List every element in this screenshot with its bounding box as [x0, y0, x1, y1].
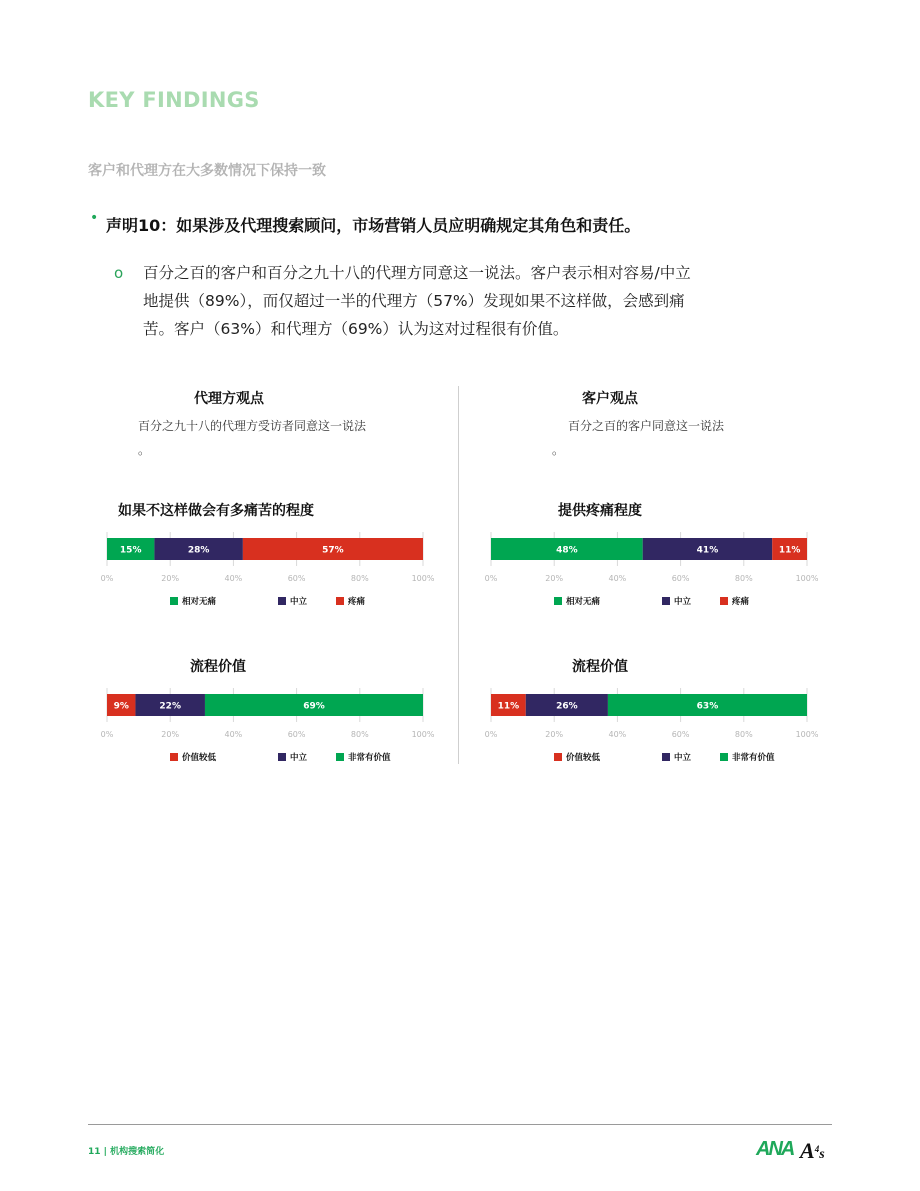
- legend-label: 中立: [674, 597, 692, 607]
- legend-swatch: [278, 753, 286, 761]
- legend-swatch: [554, 753, 562, 761]
- chart-title-client-value: 流程价值: [572, 659, 628, 675]
- data-label: 41%: [696, 545, 719, 556]
- chart-agency-pain: [100, 530, 440, 620]
- tick-label: 60%: [287, 574, 306, 583]
- legend-swatch: [554, 597, 562, 605]
- left-panel-description: [138, 414, 408, 462]
- tick-label: 40%: [608, 730, 627, 739]
- data-label: 11%: [497, 701, 520, 712]
- tick-label: 0%: [484, 574, 498, 583]
- footer-rule: [88, 1124, 832, 1125]
- data-label: 63%: [696, 701, 719, 712]
- legend-swatch: [662, 753, 670, 761]
- body-line: 苦。客户（63%）和代理方（69%）认为这对过程很有价值。: [143, 320, 569, 338]
- chart-client-value: [484, 686, 824, 776]
- bullet-dot-icon: •: [90, 210, 99, 226]
- body-line: 地提供（89%），而仅超过一半的代理方（57%）发现如果不这样做，会感到痛: [143, 292, 685, 310]
- legend-swatch: [336, 597, 344, 605]
- statement-text: 声明10：如果涉及代理搜索顾问，市场营销人员应明确规定其角色和责任。: [106, 216, 641, 235]
- legend-swatch: [170, 597, 178, 605]
- legend-label: 非常有价值: [348, 753, 391, 763]
- legend-swatch: [170, 753, 178, 761]
- right-panel-desc-line: 。: [552, 443, 565, 457]
- tick-label: 100%: [795, 574, 819, 583]
- body-line: 百分之百的客户和百分之九十八的代理方同意这一说法。客户表示相对容易/中立: [143, 264, 691, 282]
- legend-label: 中立: [290, 597, 308, 607]
- sub-bullet-marker: o: [114, 264, 124, 282]
- tick-label: 20%: [545, 574, 564, 583]
- chart-agency-value: [100, 686, 440, 776]
- data-label: 22%: [159, 701, 181, 712]
- legend-swatch: [336, 753, 344, 761]
- legend-label: 价值较低: [182, 753, 217, 763]
- data-label: 11%: [778, 545, 801, 556]
- tick-label: 60%: [671, 730, 690, 739]
- tick-label: 100%: [411, 730, 435, 739]
- 4as-logo: [800, 1138, 825, 1164]
- left-panel-desc-line: 百分之九十八的代理方受访者同意这一说法: [138, 419, 367, 433]
- tick-label: 80%: [734, 730, 753, 739]
- tick-label: 100%: [411, 574, 435, 583]
- page-subheading: 客户和代理方在大多数情况下保持一致: [88, 163, 326, 179]
- chart-title-agency-value: 流程价值: [190, 659, 246, 675]
- tick-label: 20%: [161, 730, 180, 739]
- right-panel-description: [552, 414, 822, 462]
- tick-label: 60%: [287, 730, 306, 739]
- tick-label: 40%: [224, 574, 243, 583]
- tick-label: 20%: [545, 730, 564, 739]
- page-heading: KEY FINDINGS: [88, 88, 260, 112]
- legend-swatch: [720, 597, 728, 605]
- chart-title-agency-pain: 如果不这样做会有多痛苦的程度: [118, 503, 314, 519]
- tick-label: 100%: [795, 730, 819, 739]
- legend-label: 价值较低: [566, 753, 601, 763]
- tick-label: 40%: [224, 730, 243, 739]
- legend-label: 疼痛: [348, 597, 366, 607]
- legend-swatch: [662, 597, 670, 605]
- legend-label: 中立: [290, 753, 308, 763]
- data-label: 28%: [187, 545, 210, 556]
- data-label: 15%: [119, 545, 142, 556]
- legend-label: 相对无痛: [566, 597, 601, 607]
- data-label: 9%: [113, 701, 129, 712]
- legend-label: 相对无痛: [182, 597, 217, 607]
- tick-label: 0%: [100, 730, 114, 739]
- data-label: 57%: [322, 545, 344, 556]
- footer-page-label: 11 | 机构搜索简化: [88, 1147, 165, 1157]
- tick-label: 20%: [161, 574, 180, 583]
- left-panel-desc-line: 。: [138, 443, 151, 457]
- left-panel-title: 代理方观点: [194, 391, 264, 407]
- tick-label: 80%: [350, 574, 369, 583]
- right-panel-desc-line: 百分之百的客户同意这一说法: [568, 419, 725, 433]
- data-label: 48%: [556, 545, 578, 556]
- legend-label: 非常有价值: [732, 753, 775, 763]
- legend-swatch: [720, 753, 728, 761]
- legend-swatch: [278, 597, 286, 605]
- tick-label: 0%: [484, 730, 498, 739]
- 4as-logo-s: s: [819, 1147, 825, 1162]
- right-panel-title: 客户观点: [582, 391, 638, 407]
- chart-title-client-pain: 提供疼痛程度: [558, 503, 642, 519]
- panel-divider: [458, 386, 459, 764]
- data-label: 69%: [303, 701, 325, 712]
- tick-label: 0%: [100, 574, 114, 583]
- 4as-logo-4: 4: [814, 1144, 820, 1154]
- tick-label: 80%: [350, 730, 369, 739]
- data-label: 26%: [556, 701, 578, 712]
- tick-label: 60%: [671, 574, 690, 583]
- chart-client-pain: [484, 530, 824, 620]
- 4as-logo-a: A: [800, 1138, 815, 1163]
- legend-label: 疼痛: [732, 597, 750, 607]
- tick-label: 80%: [734, 574, 753, 583]
- ana-logo: ANA: [756, 1138, 794, 1160]
- body-paragraph: [143, 259, 793, 343]
- legend-label: 中立: [674, 753, 692, 763]
- tick-label: 40%: [608, 574, 627, 583]
